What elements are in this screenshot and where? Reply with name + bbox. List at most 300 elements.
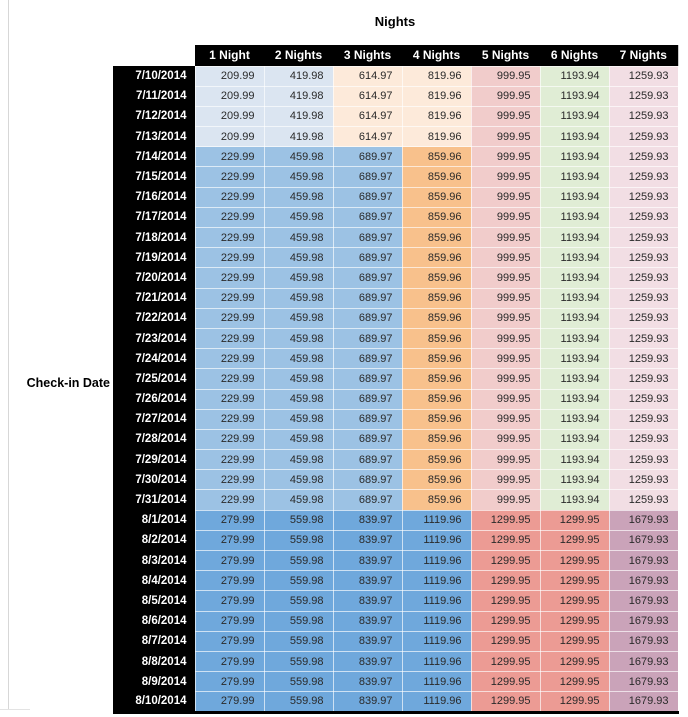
table-row xyxy=(113,207,678,227)
checkin-date-cell[interactable]: 7/10/2014 xyxy=(113,66,195,86)
price-cell[interactable]: 614.97 xyxy=(333,66,402,86)
price-cell[interactable]: 839.97 xyxy=(333,530,402,550)
price-cell[interactable]: 1299.95 xyxy=(471,692,540,712)
price-cell[interactable]: 1119.96 xyxy=(402,591,471,611)
price-cell[interactable]: 689.97 xyxy=(333,429,402,449)
column-header-7-nights[interactable]: 7 Nights xyxy=(609,45,678,66)
price-cell[interactable]: 1193.94 xyxy=(540,369,609,389)
price-cell[interactable]: 999.95 xyxy=(471,248,540,268)
price-cell[interactable]: 459.98 xyxy=(264,369,333,389)
checkin-date-cell[interactable]: 7/17/2014 xyxy=(113,207,195,227)
checkin-date-cell[interactable]: 7/11/2014 xyxy=(113,86,195,106)
price-cell[interactable]: 614.97 xyxy=(333,86,402,106)
price-cell[interactable]: 614.97 xyxy=(333,127,402,147)
price-cell[interactable]: 1299.95 xyxy=(540,692,609,712)
price-cell[interactable]: 559.98 xyxy=(264,510,333,530)
price-cell[interactable]: 1259.93 xyxy=(609,429,678,449)
price-cell[interactable]: 1299.95 xyxy=(471,672,540,692)
price-cell[interactable]: 1193.94 xyxy=(540,409,609,429)
checkin-date-cell[interactable]: 8/10/2014 xyxy=(113,692,195,712)
price-cell[interactable]: 1119.96 xyxy=(402,571,471,591)
price-cell[interactable]: 689.97 xyxy=(333,470,402,490)
price-cell[interactable]: 459.98 xyxy=(264,470,333,490)
price-cell[interactable]: 859.96 xyxy=(402,349,471,369)
checkin-date-cell[interactable]: 8/5/2014 xyxy=(113,591,195,611)
price-cell[interactable]: 229.99 xyxy=(195,369,264,389)
price-cell[interactable]: 1193.94 xyxy=(540,86,609,106)
price-cell[interactable]: 689.97 xyxy=(333,248,402,268)
price-cell[interactable]: 839.97 xyxy=(333,551,402,571)
price-cell[interactable]: 1259.93 xyxy=(609,288,678,308)
price-cell[interactable]: 229.99 xyxy=(195,228,264,248)
price-cell[interactable]: 839.97 xyxy=(333,571,402,591)
price-cell[interactable]: 279.99 xyxy=(195,510,264,530)
checkin-date-cell[interactable]: 7/23/2014 xyxy=(113,328,195,348)
price-cell[interactable]: 1193.94 xyxy=(540,167,609,187)
checkin-date-cell[interactable]: 7/19/2014 xyxy=(113,248,195,268)
checkin-date-cell[interactable]: 8/7/2014 xyxy=(113,631,195,651)
price-cell[interactable]: 1679.93 xyxy=(609,551,678,571)
price-cell[interactable]: 1119.96 xyxy=(402,672,471,692)
price-cell[interactable]: 1119.96 xyxy=(402,611,471,631)
price-cell[interactable]: 1679.93 xyxy=(609,672,678,692)
price-cell[interactable]: 999.95 xyxy=(471,409,540,429)
price-cell[interactable]: 1193.94 xyxy=(540,288,609,308)
price-cell[interactable]: 1259.93 xyxy=(609,207,678,227)
price-cell[interactable]: 1679.93 xyxy=(609,510,678,530)
price-cell[interactable]: 1193.94 xyxy=(540,127,609,147)
price-cell[interactable]: 229.99 xyxy=(195,187,264,207)
price-cell[interactable]: 419.98 xyxy=(264,106,333,126)
price-cell[interactable]: 1119.96 xyxy=(402,692,471,712)
price-cell[interactable]: 1259.93 xyxy=(609,470,678,490)
price-cell[interactable]: 1299.95 xyxy=(540,591,609,611)
price-cell[interactable]: 1259.93 xyxy=(609,349,678,369)
price-cell[interactable]: 1119.96 xyxy=(402,551,471,571)
price-cell[interactable]: 859.96 xyxy=(402,248,471,268)
checkin-date-cell[interactable]: 7/21/2014 xyxy=(113,288,195,308)
price-cell[interactable]: 279.99 xyxy=(195,651,264,671)
table-row xyxy=(113,86,678,106)
price-cell[interactable]: 1259.93 xyxy=(609,147,678,167)
price-cell[interactable]: 859.96 xyxy=(402,228,471,248)
price-cell[interactable]: 1119.96 xyxy=(402,631,471,651)
sheet-gridline-horizontal xyxy=(0,709,30,710)
price-cell[interactable]: 859.96 xyxy=(402,389,471,409)
table-row xyxy=(113,66,678,86)
price-cell[interactable]: 689.97 xyxy=(333,187,402,207)
checkin-date-cell[interactable]: 7/12/2014 xyxy=(113,106,195,126)
price-cell[interactable]: 229.99 xyxy=(195,429,264,449)
checkin-date-cell[interactable]: 7/14/2014 xyxy=(113,147,195,167)
price-cell[interactable]: 689.97 xyxy=(333,308,402,328)
price-cell[interactable]: 1299.95 xyxy=(540,551,609,571)
price-cell[interactable]: 1259.93 xyxy=(609,66,678,86)
price-cell[interactable]: 1299.95 xyxy=(471,651,540,671)
price-cell[interactable]: 689.97 xyxy=(333,328,402,348)
price-cell[interactable]: 459.98 xyxy=(264,268,333,288)
price-cell[interactable]: 559.98 xyxy=(264,530,333,550)
checkin-date-cell[interactable]: 7/24/2014 xyxy=(113,349,195,369)
price-cell[interactable]: 689.97 xyxy=(333,147,402,167)
price-cell[interactable]: 859.96 xyxy=(402,470,471,490)
price-cell[interactable]: 209.99 xyxy=(195,106,264,126)
checkin-date-cell[interactable]: 8/2/2014 xyxy=(113,530,195,550)
table-row xyxy=(113,591,678,611)
checkin-date-cell[interactable]: 7/22/2014 xyxy=(113,308,195,328)
price-cell[interactable]: 229.99 xyxy=(195,490,264,510)
price-cell[interactable]: 459.98 xyxy=(264,490,333,510)
price-cell[interactable]: 999.95 xyxy=(471,328,540,348)
price-cell[interactable]: 279.99 xyxy=(195,611,264,631)
price-cell[interactable]: 999.95 xyxy=(471,308,540,328)
price-cell[interactable]: 1679.93 xyxy=(609,571,678,591)
price-cell[interactable]: 1193.94 xyxy=(540,147,609,167)
checkin-date-cell[interactable]: 7/20/2014 xyxy=(113,268,195,288)
checkin-date-cell[interactable]: 8/3/2014 xyxy=(113,551,195,571)
price-cell[interactable]: 1193.94 xyxy=(540,207,609,227)
table-row xyxy=(113,349,678,369)
price-cell[interactable]: 459.98 xyxy=(264,147,333,167)
checkin-date-cell[interactable]: 7/30/2014 xyxy=(113,470,195,490)
checkin-date-cell[interactable]: 8/8/2014 xyxy=(113,651,195,671)
price-cell[interactable]: 459.98 xyxy=(264,429,333,449)
price-cell[interactable]: 279.99 xyxy=(195,530,264,550)
price-cell[interactable]: 559.98 xyxy=(264,651,333,671)
table-row xyxy=(113,389,678,409)
price-cell[interactable]: 229.99 xyxy=(195,389,264,409)
price-cell[interactable]: 999.95 xyxy=(471,207,540,227)
price-cell[interactable]: 1193.94 xyxy=(540,106,609,126)
checkin-date-cell[interactable]: 7/15/2014 xyxy=(113,167,195,187)
price-cell[interactable]: 559.98 xyxy=(264,692,333,712)
price-cell[interactable]: 1259.93 xyxy=(609,328,678,348)
price-cell[interactable]: 1679.93 xyxy=(609,591,678,611)
price-table xyxy=(113,45,679,714)
price-cell[interactable]: 229.99 xyxy=(195,248,264,268)
price-cell[interactable]: 1259.93 xyxy=(609,228,678,248)
table-row xyxy=(113,651,678,671)
price-cell[interactable]: 229.99 xyxy=(195,450,264,470)
price-cell[interactable]: 999.95 xyxy=(471,187,540,207)
column-header-6-nights[interactable]: 6 Nights xyxy=(540,45,609,66)
price-cell[interactable]: 1679.93 xyxy=(609,651,678,671)
price-cell[interactable]: 1193.94 xyxy=(540,228,609,248)
table-row xyxy=(113,127,678,147)
price-cell[interactable]: 689.97 xyxy=(333,207,402,227)
price-cell[interactable]: 229.99 xyxy=(195,349,264,369)
price-cell[interactable]: 229.99 xyxy=(195,167,264,187)
price-cell[interactable]: 689.97 xyxy=(333,369,402,389)
price-cell[interactable]: 999.95 xyxy=(471,450,540,470)
checkin-date-cell[interactable]: 8/1/2014 xyxy=(113,510,195,530)
table-row xyxy=(113,328,678,348)
price-cell[interactable]: 819.96 xyxy=(402,106,471,126)
price-cell[interactable]: 209.99 xyxy=(195,66,264,86)
price-cell[interactable]: 229.99 xyxy=(195,409,264,429)
price-cell[interactable]: 859.96 xyxy=(402,288,471,308)
price-cell[interactable]: 859.96 xyxy=(402,268,471,288)
price-cell[interactable]: 229.99 xyxy=(195,207,264,227)
table-row xyxy=(113,268,678,288)
price-cell[interactable]: 999.95 xyxy=(471,106,540,126)
corner-cell xyxy=(113,45,195,66)
price-cell[interactable]: 1299.95 xyxy=(471,631,540,651)
price-cell[interactable]: 1259.93 xyxy=(609,127,678,147)
price-cell[interactable]: 1193.94 xyxy=(540,349,609,369)
price-cell[interactable]: 859.96 xyxy=(402,187,471,207)
price-cell[interactable]: 559.98 xyxy=(264,591,333,611)
price-cell[interactable]: 1193.94 xyxy=(540,328,609,348)
price-cell[interactable]: 839.97 xyxy=(333,611,402,631)
price-cell[interactable]: 689.97 xyxy=(333,490,402,510)
checkin-date-cell[interactable]: 7/16/2014 xyxy=(113,187,195,207)
price-cell[interactable]: 859.96 xyxy=(402,409,471,429)
price-cell[interactable]: 1259.93 xyxy=(609,187,678,207)
column-header-3-nights[interactable]: 3 Nights xyxy=(333,45,402,66)
price-cell[interactable]: 1299.95 xyxy=(540,651,609,671)
price-cell[interactable]: 1259.93 xyxy=(609,167,678,187)
price-cell[interactable]: 1119.96 xyxy=(402,530,471,550)
column-header-2-nights[interactable]: 2 Nights xyxy=(264,45,333,66)
price-cell[interactable]: 459.98 xyxy=(264,409,333,429)
price-cell[interactable]: 999.95 xyxy=(471,66,540,86)
price-cell[interactable]: 1299.95 xyxy=(471,591,540,611)
price-cell[interactable]: 1259.93 xyxy=(609,268,678,288)
price-cell[interactable]: 819.96 xyxy=(402,66,471,86)
price-cell[interactable]: 459.98 xyxy=(264,450,333,470)
price-cell[interactable]: 229.99 xyxy=(195,288,264,308)
price-cell[interactable]: 839.97 xyxy=(333,672,402,692)
price-cell[interactable]: 689.97 xyxy=(333,288,402,308)
price-cell[interactable]: 999.95 xyxy=(471,147,540,167)
column-header-4-nights[interactable]: 4 Nights xyxy=(402,45,471,66)
price-cell[interactable]: 1259.93 xyxy=(609,308,678,328)
price-cell[interactable]: 819.96 xyxy=(402,127,471,147)
table-row xyxy=(113,571,678,591)
price-cell[interactable]: 1193.94 xyxy=(540,429,609,449)
column-header-1-night[interactable]: 1 Night xyxy=(195,45,264,66)
price-cell[interactable]: 419.98 xyxy=(264,86,333,106)
price-cell[interactable]: 1299.95 xyxy=(471,571,540,591)
price-cell[interactable]: 999.95 xyxy=(471,268,540,288)
price-cell[interactable]: 689.97 xyxy=(333,268,402,288)
checkin-date-cell[interactable]: 7/18/2014 xyxy=(113,228,195,248)
price-cell[interactable]: 229.99 xyxy=(195,328,264,348)
row-axis-label: Check-in Date xyxy=(26,376,110,390)
price-cell[interactable]: 839.97 xyxy=(333,591,402,611)
price-cell[interactable]: 859.96 xyxy=(402,167,471,187)
price-cell[interactable]: 559.98 xyxy=(264,571,333,591)
table-row xyxy=(113,409,678,429)
price-cell[interactable]: 1679.93 xyxy=(609,631,678,651)
price-cell[interactable]: 1299.95 xyxy=(540,530,609,550)
price-cell[interactable]: 839.97 xyxy=(333,510,402,530)
checkin-date-cell[interactable]: 8/6/2014 xyxy=(113,611,195,631)
price-cell[interactable]: 459.98 xyxy=(264,349,333,369)
price-cell[interactable]: 209.99 xyxy=(195,127,264,147)
price-cell[interactable]: 839.97 xyxy=(333,651,402,671)
price-cell[interactable]: 819.96 xyxy=(402,86,471,106)
price-cell[interactable]: 1299.95 xyxy=(540,611,609,631)
price-cell[interactable]: 999.95 xyxy=(471,167,540,187)
price-cell[interactable]: 1193.94 xyxy=(540,450,609,470)
price-cell[interactable]: 559.98 xyxy=(264,551,333,571)
price-cell[interactable]: 999.95 xyxy=(471,389,540,409)
price-cell[interactable]: 559.98 xyxy=(264,631,333,651)
price-cell[interactable]: 1299.95 xyxy=(540,631,609,651)
table-row xyxy=(113,369,678,389)
price-cell[interactable]: 1259.93 xyxy=(609,86,678,106)
price-cell[interactable]: 459.98 xyxy=(264,248,333,268)
price-cell[interactable]: 1259.93 xyxy=(609,490,678,510)
price-cell[interactable]: 839.97 xyxy=(333,631,402,651)
price-cell[interactable]: 1299.95 xyxy=(471,551,540,571)
table-title: Nights xyxy=(374,14,416,29)
table-row xyxy=(113,429,678,449)
price-cell[interactable]: 1259.93 xyxy=(609,248,678,268)
table-row xyxy=(113,551,678,571)
price-cell[interactable]: 279.99 xyxy=(195,551,264,571)
price-cell[interactable]: 229.99 xyxy=(195,147,264,167)
price-cell[interactable]: 689.97 xyxy=(333,349,402,369)
price-cell[interactable]: 1193.94 xyxy=(540,308,609,328)
price-cell[interactable]: 1259.93 xyxy=(609,106,678,126)
table-row xyxy=(113,228,678,248)
price-cell[interactable]: 279.99 xyxy=(195,591,264,611)
price-cell[interactable]: 1193.94 xyxy=(540,490,609,510)
price-cell[interactable]: 999.95 xyxy=(471,349,540,369)
price-cell[interactable]: 859.96 xyxy=(402,308,471,328)
price-cell[interactable]: 1259.93 xyxy=(609,389,678,409)
price-cell[interactable]: 999.95 xyxy=(471,490,540,510)
checkin-date-cell[interactable]: 7/26/2014 xyxy=(113,389,195,409)
table-row xyxy=(113,106,678,126)
price-cell[interactable]: 1679.93 xyxy=(609,611,678,631)
price-cell[interactable]: 859.96 xyxy=(402,147,471,167)
price-cell[interactable]: 1299.95 xyxy=(471,530,540,550)
price-cell[interactable]: 999.95 xyxy=(471,369,540,389)
price-cell[interactable]: 859.96 xyxy=(402,328,471,348)
checkin-date-cell[interactable]: 7/31/2014 xyxy=(113,490,195,510)
table-body xyxy=(113,66,678,712)
price-cell[interactable]: 999.95 xyxy=(471,127,540,147)
price-cell[interactable]: 999.95 xyxy=(471,288,540,308)
price-cell[interactable]: 859.96 xyxy=(402,207,471,227)
checkin-date-cell[interactable]: 7/13/2014 xyxy=(113,127,195,147)
price-cell[interactable]: 1259.93 xyxy=(609,369,678,389)
price-cell[interactable]: 839.97 xyxy=(333,692,402,712)
price-cell[interactable]: 1119.96 xyxy=(402,510,471,530)
price-cell[interactable]: 1259.93 xyxy=(609,409,678,429)
price-cell[interactable]: 1299.95 xyxy=(471,611,540,631)
table-row xyxy=(113,187,678,207)
price-cell[interactable]: 229.99 xyxy=(195,268,264,288)
price-cell[interactable]: 999.95 xyxy=(471,470,540,490)
price-cell[interactable]: 459.98 xyxy=(264,228,333,248)
table-row xyxy=(113,490,678,510)
price-cell[interactable]: 559.98 xyxy=(264,672,333,692)
price-cell[interactable]: 1193.94 xyxy=(540,470,609,490)
checkin-date-cell[interactable]: 8/9/2014 xyxy=(113,672,195,692)
table-row xyxy=(113,611,678,631)
price-cell[interactable]: 999.95 xyxy=(471,228,540,248)
checkin-date-cell[interactable]: 8/4/2014 xyxy=(113,571,195,591)
price-cell[interactable]: 859.96 xyxy=(402,450,471,470)
checkin-date-cell[interactable]: 7/25/2014 xyxy=(113,369,195,389)
price-cell[interactable]: 279.99 xyxy=(195,571,264,591)
column-header-5-nights[interactable]: 5 Nights xyxy=(471,45,540,66)
price-cell[interactable]: 459.98 xyxy=(264,308,333,328)
price-cell[interactable]: 1193.94 xyxy=(540,187,609,207)
price-cell[interactable]: 1193.94 xyxy=(540,268,609,288)
price-cell[interactable]: 689.97 xyxy=(333,409,402,429)
price-cell[interactable]: 419.98 xyxy=(264,66,333,86)
price-cell[interactable]: 689.97 xyxy=(333,389,402,409)
table-row xyxy=(113,510,678,530)
price-cell[interactable]: 1193.94 xyxy=(540,248,609,268)
table-row xyxy=(113,167,678,187)
price-cell[interactable]: 999.95 xyxy=(471,429,540,449)
price-cell[interactable]: 1299.95 xyxy=(540,510,609,530)
price-cell[interactable]: 1193.94 xyxy=(540,389,609,409)
price-cell[interactable]: 459.98 xyxy=(264,288,333,308)
price-cell[interactable]: 559.98 xyxy=(264,611,333,631)
price-cell[interactable]: 279.99 xyxy=(195,692,264,712)
checkin-date-cell[interactable]: 7/29/2014 xyxy=(113,450,195,470)
price-cell[interactable]: 689.97 xyxy=(333,228,402,248)
price-cell[interactable]: 859.96 xyxy=(402,429,471,449)
price-cell[interactable]: 1299.95 xyxy=(540,672,609,692)
price-cell[interactable]: 1299.95 xyxy=(471,510,540,530)
price-cell[interactable]: 209.99 xyxy=(195,86,264,106)
price-cell[interactable]: 1679.93 xyxy=(609,692,678,712)
price-cell[interactable]: 1193.94 xyxy=(540,66,609,86)
price-cell[interactable]: 459.98 xyxy=(264,187,333,207)
price-cell[interactable]: 1119.96 xyxy=(402,651,471,671)
price-cell[interactable]: 614.97 xyxy=(333,106,402,126)
price-cell[interactable]: 229.99 xyxy=(195,470,264,490)
price-cell[interactable]: 999.95 xyxy=(471,86,540,106)
table-row xyxy=(113,248,678,268)
table-row xyxy=(113,692,678,712)
table-row xyxy=(113,288,678,308)
price-cell[interactable]: 1259.93 xyxy=(609,450,678,470)
price-cell[interactable]: 1299.95 xyxy=(540,571,609,591)
price-cell[interactable]: 419.98 xyxy=(264,127,333,147)
sheet-gridline-vertical xyxy=(8,0,9,709)
price-cell[interactable]: 1679.93 xyxy=(609,530,678,550)
price-cell[interactable]: 279.99 xyxy=(195,631,264,651)
table-row xyxy=(113,530,678,550)
price-cell[interactable]: 459.98 xyxy=(264,328,333,348)
price-cell[interactable]: 689.97 xyxy=(333,167,402,187)
price-cell[interactable]: 459.98 xyxy=(264,207,333,227)
table-row xyxy=(113,308,678,328)
checkin-date-cell[interactable]: 7/28/2014 xyxy=(113,429,195,449)
price-cell[interactable]: 459.98 xyxy=(264,389,333,409)
price-cell[interactable]: 689.97 xyxy=(333,450,402,470)
price-cell[interactable]: 279.99 xyxy=(195,672,264,692)
header-row xyxy=(113,45,678,66)
price-cell[interactable]: 229.99 xyxy=(195,308,264,328)
price-cell[interactable]: 459.98 xyxy=(264,167,333,187)
checkin-date-cell[interactable]: 7/27/2014 xyxy=(113,409,195,429)
table-row xyxy=(113,470,678,490)
price-cell[interactable]: 859.96 xyxy=(402,490,471,510)
price-cell[interactable]: 859.96 xyxy=(402,369,471,389)
table-row xyxy=(113,672,678,692)
